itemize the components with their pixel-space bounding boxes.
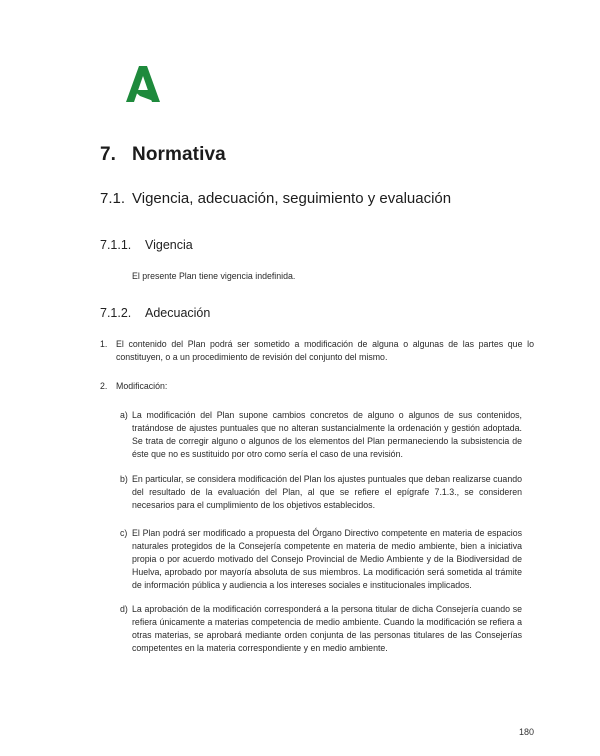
sublist-marker: d)	[120, 604, 128, 614]
list-marker: 2.	[100, 381, 108, 391]
sublist-marker: c)	[120, 528, 128, 538]
chapter-title: Normativa	[132, 144, 226, 165]
section-title: Vigencia, adecuación, seguimiento y evaluación	[132, 190, 452, 207]
list-marker: 1.	[100, 339, 108, 349]
sublist-item-text: La aprobación de la modificación corresponderá a la persona titular de dicha Consejería cuando se refiera únicamente a materias competencia de medio ambiente. Cuando la modificación se refiera a otras materias, se aprobará mediante orden conjunta de las personas titulares de las Consejerías competentes en la materia correspondiente y en medio ambiente.	[132, 604, 522, 653]
vigencia-paragraph: El presente Plan tiene vigencia indefinida.	[132, 271, 296, 281]
subsection-title: Vigencia	[145, 238, 193, 252]
sublist-item-text: El Plan podrá ser modificado a propuesta del Órgano Directivo competente en materia de espacios naturales protegidos de la Consejería competente en materia de medio ambiente, bien a iniciativa propia o por acuerdo motivado del Consejo Provincial de Medio Ambiente y de la Biodiversidad de Huelva, aprobado por mayoría absoluta de sus miembros. La modificación será sometida al trámite de información pública y audiencia a los intereses sociales e institucionales implicados.	[132, 528, 522, 590]
sublist-marker: a)	[120, 410, 128, 420]
junta-andalucia-logo-icon	[100, 60, 190, 108]
subsection-number: 7.1.2.	[100, 306, 132, 320]
subsection-number: 7.1.1.	[100, 238, 132, 252]
chapter-number: 7.	[100, 144, 117, 165]
list-item-text: Modificación:	[116, 381, 168, 391]
chapter-heading	[100, 144, 226, 166]
sublist-marker: b)	[120, 474, 128, 484]
sublist-item-text: En particular, se considera modificación del Plan los ajustes puntuales que deban realizarse cuando del resultado de la evaluación del Plan, al que se refiere el epígrafe 7.1.3., se consideren necesarios para el cumplimiento de los objetivos establecidos.	[132, 474, 522, 510]
sublist-item-text: La modificación del Plan supone cambios concretos de alguno o algunos de sus contenidos, tratándose de ajustes puntuales que no alteran sustancialmente la ordenación y gestión adoptada. Se trata de corregir alguno o algunos de los elementos del Plan permaneciendo la subsistencia de éste que no es sustituido por otro como sería el caso de una revisión.	[132, 410, 522, 459]
list-item-text: El contenido del Plan podrá ser sometido a modificación de alguna o algunas de las partes que lo constituyen, o a un procedimiento de revisión del conjunto del mismo.	[116, 339, 534, 362]
subsection-title: Adecuación	[145, 306, 211, 320]
section-number: 7.1.	[100, 190, 126, 207]
subsection-heading-vigencia	[100, 238, 193, 252]
section-heading	[100, 190, 451, 207]
page-number: 180	[518, 727, 534, 737]
subsection-heading-adecuacion	[100, 306, 210, 320]
